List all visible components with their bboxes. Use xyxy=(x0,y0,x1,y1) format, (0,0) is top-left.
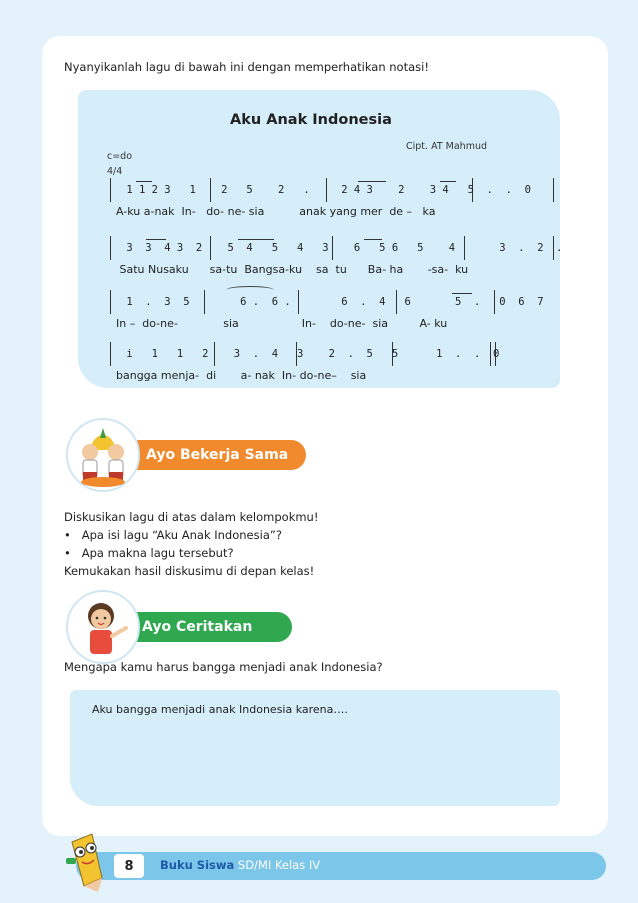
discussion-bullet: • Apa makna lagu tersebut? xyxy=(64,546,234,560)
section-badge-ayo-ceritakan xyxy=(66,590,296,662)
page-number: 8 xyxy=(112,852,146,880)
beam-mark xyxy=(238,239,274,240)
bar-line xyxy=(110,290,111,314)
notation-row-3 xyxy=(106,290,566,330)
discussion-bullet: • Apa isi lagu “Aku Anak Indonesia”? xyxy=(64,528,282,542)
instruction-text: Nyanyikanlah lagu di bawah ini dengan memperhatikan notasi! xyxy=(64,60,429,74)
notation-lyrics: Satu Nusaku sa-tu Bangsa-ku sa tu Ba- ha -sa- ku xyxy=(116,263,469,276)
bar-line xyxy=(110,342,111,366)
notation-notes: i 1 1 2 3 . 4 3 2 . 5 5 1 . . 0 xyxy=(120,348,500,360)
bullet-text: Apa makna lagu tersebut? xyxy=(81,546,234,560)
answer-prompt: Aku bangga menjadi anak Indonesia karena…. xyxy=(92,703,348,716)
footer-bar xyxy=(76,852,606,880)
beam-mark xyxy=(358,181,386,182)
song-time-signature: 4/4 xyxy=(107,166,123,177)
footer-book-title-rest: SD/MI Kelas IV xyxy=(234,858,321,872)
bar-line xyxy=(110,178,111,202)
song-title: Aku Anak Indonesia xyxy=(230,112,392,128)
slur-mark xyxy=(226,286,274,294)
pencil-mascot-icon xyxy=(58,832,110,898)
bar-line xyxy=(110,236,111,260)
notation-row-1 xyxy=(106,178,566,218)
children-group-icon xyxy=(66,418,140,492)
bar-line xyxy=(553,178,554,202)
beam-mark xyxy=(136,181,152,182)
notation-notes: 3 3 4 3 2 5 4 5 4 3 6 5 6 5 4 3 . 2 . xyxy=(120,242,563,254)
footer-book-title-bold: Buku Siswa xyxy=(160,858,235,872)
discussion-intro: Diskusikan lagu di atas dalam kelompokmu! xyxy=(64,510,319,524)
notation-lyrics: bangga menja- di a- nak In- do-ne– sia xyxy=(116,369,367,382)
notation-notes: 1 . 3 5 6 . 6 . 6 . 4 6 5 . 0 6 7 xyxy=(120,296,544,308)
discussion-block xyxy=(64,508,318,580)
discussion-closing: Kemukakan hasil diskusimu di depan kelas! xyxy=(64,564,315,578)
footer-book-title xyxy=(160,858,320,872)
notation-row-2 xyxy=(106,236,566,276)
notation-lyrics: A-ku a-nak In- do- ne- sia anak yang mer de – ka xyxy=(116,205,436,218)
section-label: Ayo Ceritakan xyxy=(128,612,292,642)
section-label: Ayo Bekerja Sama xyxy=(132,440,306,470)
notation-row-4 xyxy=(106,342,566,382)
beam-mark xyxy=(440,181,456,182)
beam-mark xyxy=(452,293,472,294)
reflection-question: Mengapa kamu harus bangga menjadi anak Indonesia? xyxy=(64,660,383,674)
bullet-text: Apa isi lagu “Aku Anak Indonesia”? xyxy=(81,528,282,542)
song-key: c=do xyxy=(107,151,133,162)
beam-mark xyxy=(364,239,382,240)
notation-lyrics: In – do-ne- sia In- do-ne- sia A- ku xyxy=(116,317,448,330)
song-composer: Cipt. AT Mahmud xyxy=(406,141,487,152)
girl-speaking-icon xyxy=(66,590,140,664)
beam-mark xyxy=(146,239,166,240)
notation-notes: 1 1 2 3 1 2 5 2 . 2 4 3 2 3 4 5 . . 0 xyxy=(120,184,531,196)
section-badge-ayo-bekerja-sama xyxy=(66,418,296,490)
